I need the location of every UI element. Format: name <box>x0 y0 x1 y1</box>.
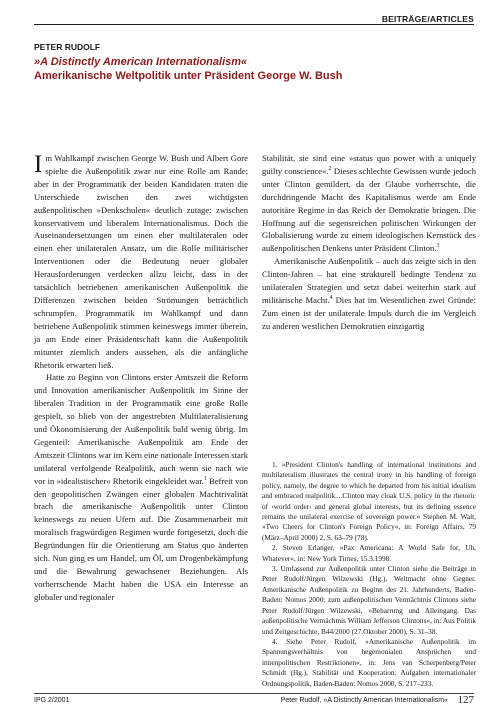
footnote-marker: 1 <box>203 475 207 482</box>
footnote-marker: 4 <box>329 295 333 302</box>
header-rule <box>34 24 474 25</box>
footnotes <box>262 460 476 689</box>
body-paragraph <box>262 152 476 255</box>
section-label: BEITRÄGE/ARTICLES <box>381 14 474 24</box>
running-title: Peter Rudolf, »A Distinctly American Internationalism« <box>280 697 448 704</box>
footnote: 2. Steven Erlanger, »Pax Americana: A World Safe for, Uh, Whatever«, in: New York Times, 15.3.1998. <box>262 543 476 563</box>
article-title: »A Distinctly American Internationalism« <box>34 56 248 68</box>
journal-issue: IPG 2/2001 <box>34 697 70 704</box>
paragraph-text: Dieses schlechte Gewissen wurde jedoch unter Clinton gemildert, da der Glaube vorherrschte, die durchdringende Macht des Kapitalismus werde am Ende autoritäre Regime in das Reich der Demokratie bringen. Die Hoffnung auf die segensreichen politischen Wirkungen der Globalisierung wurde zu einem ideologischen Kernstück des außenpolitischen Denkens unter Präsident Clinton. <box>262 165 477 254</box>
article-author: PETER RUDOLF <box>34 42 101 52</box>
paragraph-text: Dies hat im Wesentlichen zwei Gründe: Zum einen ist der unilaterale Impuls durch die im Vergleich zu anderen westlichen Demokratien einzigartig <box>262 294 476 331</box>
footnote-marker: 3 <box>436 243 440 250</box>
body-paragraph <box>34 152 248 371</box>
footer-rule <box>34 693 474 694</box>
body-paragraph <box>34 371 248 603</box>
paragraph-text: Befreit von den geopolitischen Zwängen einer globalen Machtrivalität brach die amerikanische Außenpolitik unter Clinton keineswegs zu neuen Ufern auf. Die Zusammenarbeit mit moralisch fragwürdigen Regimen wurde fortgesetzt, doch die Begründungen für die Orientierung am Status quo änderten sich. Nun ging es um Handel, um Öl, um Drogenbekämpfung und die Bewahrung gewachsener Beziehungen. Als vorherrschende Macht haben die USA ein Interesse an globaler und regionaler <box>34 475 248 602</box>
paragraph-text: Amerikanische Außenpolitik – auch das zeigte sich in den Clinton-Jahren – hat eine strukturell bedingte Tendenz zu unilateralen Strategien und setzt dabei weiterhin stark auf militärische Macht. <box>262 256 476 305</box>
drop-cap: I <box>34 151 43 178</box>
footnote: 3. Umfassend zur Außenpolitik unter Clinton siehe die Beiträge in Peter Rudolf/Jürgen Wilzewski (Hg.), Weltmacht ohne Gegner. Amerikanische Außenpolitik zu Beginn des 21. Jahrhunderts, Baden-Baden: Nomos 2000; zum außenpolitischen Vermächtnis Clintons siehe Peter Rudolf/Jürgen Wilzewski, »Beharrung und Alleingang. Das außenpolitische Vermächtnis William Jefferson Clintons«, in: Aus Politik und Zeitgeschichte, B44/2000 (27.Oktober 2000), S. 31–38. <box>262 564 476 636</box>
body-column-left <box>34 152 248 604</box>
body-column-right <box>262 152 476 333</box>
article-subtitle: Amerikanische Weltpolitik unter Präsident George W. Bush <box>34 70 343 82</box>
footnote-marker: 2 <box>328 166 332 173</box>
paragraph-text: Hatte zu Beginn von Clintons erster Amtszeit die Reform und Innovation amerikanischer Außenpolitik im Sinne der liberalen Tradition in der Programmatik eine große Rolle gespielt, so blieb von der angestrebten Multilateralisierung und Ökonomisierung der Außenpolitik bald wenig übrig. Im Gegenteil: Amerikanische Außenpolitik am Ende der Amtszeit Clintons war im Kern eine nationale Interessen stark unilateral verfolgende Realpolitik, auch wenn sie nach wie vor in »idealistischer« Rhetorik eingekleidet war. <box>34 372 248 486</box>
page-number: 127 <box>457 694 474 706</box>
paragraph-text: m Wahlkampf zwischen George W. Bush und Albert Gore spielte die Außenpolitik zwar nur eine Rolle am Rande; aber in der Programmatik der beiden Kandidaten traten die Unterschiede zwischen den zwei wichtigsten außenpolitischen »Denkschulen« deutlich zutage: zwischen konservativem und liberalem Internationalismus. Doch die Auseinandersetzungen um einen eher multilateralen oder einen eher unilateralen Ansatz, um die Rolle militärischer Interventionen oder die Bedeutung neuer globaler Herausforderungen verdecken allzu leicht, dass in der tatsächlich betriebenen amerikanischen Außenpolitik die Differenzen zwischen beiden Strömungen beträchtlich schrumpfen. Programmatik im Wahlkampf und dann betriebene Außenpolitik stimmen keineswegs immer überein, ja am Ende einer Präsidentschaft kann die Außenpolitik mitunter ziemlich anders aussehen, als die anfängliche Rhetorik erwarten ließ. <box>34 153 248 370</box>
paragraph-text: Stabilität, sie sind eine »status quo power with a uniquely guilty conscience«. <box>262 153 476 176</box>
body-paragraph <box>262 255 476 332</box>
footnote: 4. Siehe Peter Rudolf, »Amerikanische Außenpolitik im Spannungsverhältnis von hegemonialen Ansprüchen und innenpolitischen Restriktionen«, in: Jens van Scherpenberg/Peter Schmidt (Hg.), Stabilität und Kooperation: Aufgaben internationaler Ordnungspolitik, Baden-Baden: Nomos 2000, S. 217–233. <box>262 636 476 688</box>
footnote: 1. »President Clinton's handling of international institutions and multilateralism illustrates the central irony in his handling of foreign policy, namely, the degree to which he departed from his initial idealism and embraced realpolitik....Clinton may cloak U.S. policy in the rhetoric of ›world order‹ and general global interests, but its defining essence remains the unilateral exercise of sovereign power.« Stephen M. Walt, »Two Cheers for Clinton's Foreign Policy«, in: Foreign Affairs, 79 (März–April 2000) 2, S. 63–79 (78). <box>262 460 476 542</box>
